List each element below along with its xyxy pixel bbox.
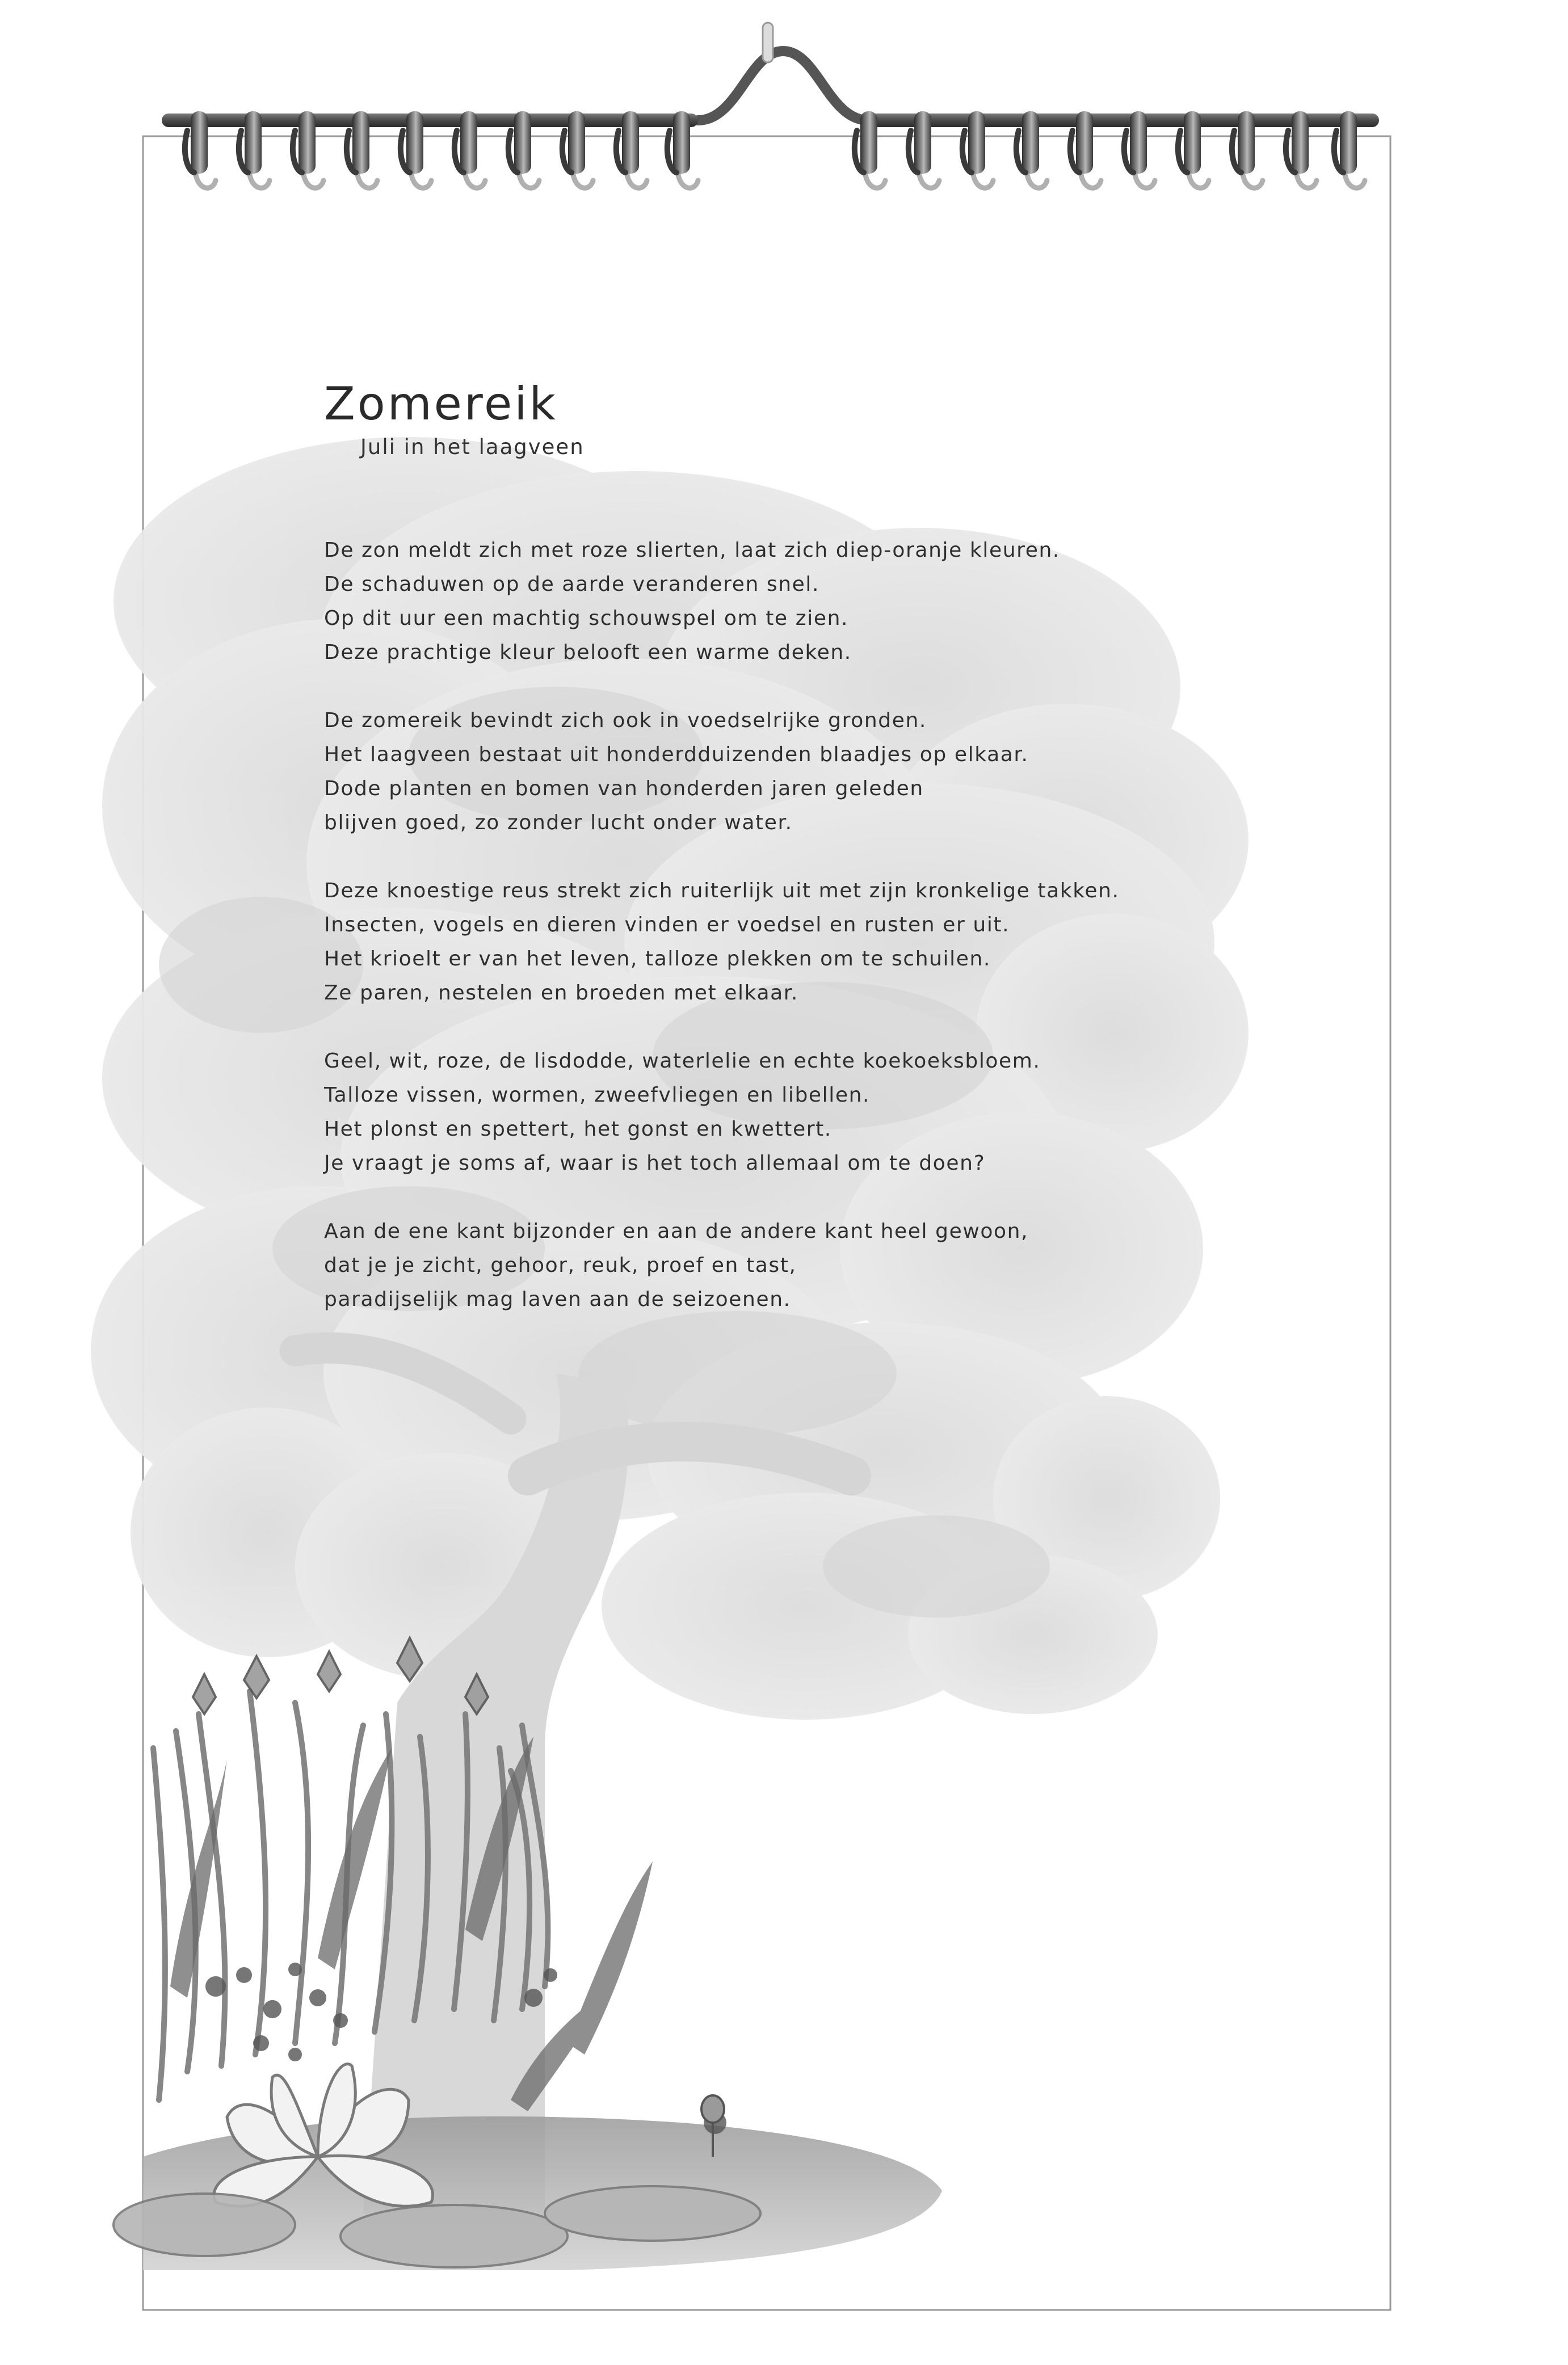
poem-line: De zomereik bevindt zich ook in voedselrijke gronden. [324,709,927,732]
poem-line: Het krioelt er van het leven, talloze plekken om te schuilen. [324,947,991,971]
poem-line: De schaduwen op de aarde veranderen snel. [324,573,820,596]
page-title: Zomereik [324,377,558,430]
poem-line: Insecten, vogels en dieren vinden er voedsel en rusten er uit. [324,913,1010,936]
binding-bar-left [162,114,698,127]
poem-stanza [324,874,1232,1010]
spiral-binding-icon [162,23,1379,127]
poem-stanza [324,1044,1232,1181]
poem-line: Aan de ene kant bijzonder en aan de andere kant heel gewoon, [324,1220,1029,1243]
poem-line: Talloze vissen, wormen, zweefvliegen en libellen. [324,1083,871,1107]
poem-line: Ze paren, nestelen en broeden met elkaar. [324,981,798,1005]
poem-line: Het plonst en spettert, het gonst en kwettert. [324,1118,832,1141]
poem-line: Op dit uur een machtig schouwspel om te zien. [324,607,849,630]
poem-line: paradijselijk mag laven aan de seizoenen. [324,1288,791,1311]
poem-line: Deze prachtige kleur belooft een warme deken. [324,641,852,664]
wire-hanger-icon [698,51,868,120]
poem-stanza [324,534,1232,670]
poem-line: Dode planten en bomen van honderden jaren geleden [324,777,924,800]
poem-line: Geel, wit, roze, de lisdodde, waterlelie en echte koekoeksbloem. [324,1049,1041,1073]
poem-line: dat je je zicht, gehoor, reuk, proef en tast, [324,1254,797,1277]
poem [324,534,1232,1351]
wire-hanger-hook [763,23,773,62]
page-subtitle: Juli in het laagveen [360,435,585,459]
poem-line: Deze knoestige reus strekt zich ruiterlijk uit met zijn kronkelige takken. [324,879,1120,902]
poem-line: Je vraagt je soms af, waar is het toch allemaal om te doen? [324,1152,986,1175]
poem-line: blijven goed, zo zonder lucht onder water. [324,811,793,834]
poem-line: De zon meldt zich met roze slierten, laat zich diep-oranje kleuren. [324,539,1060,562]
poem-line: Het laagveen bestaat uit honderdduizenden blaadjes op elkaar. [324,743,1029,766]
poem-stanza [324,704,1232,840]
poem-stanza [324,1215,1232,1317]
